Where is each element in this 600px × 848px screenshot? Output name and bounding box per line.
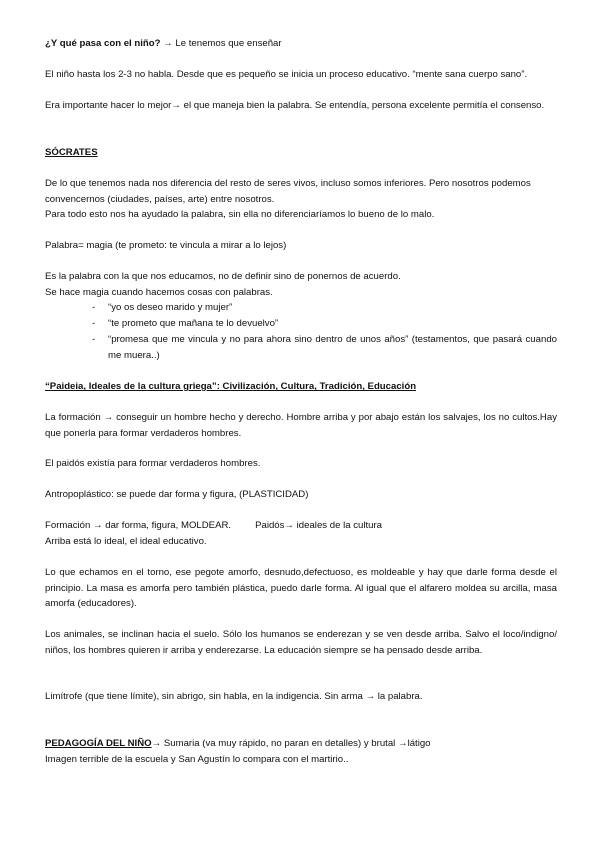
paragraph-living-beings: De lo que tenemos nada nos diferencia del resto de seres vivos, incluso somos inferiores. Pero nosotros podemos convencernos (ciudades, países, arte) entre nosotros. (45, 178, 531, 205)
heading-pedagogia: PEDAGOGÍA DEL NIÑO (45, 738, 152, 749)
paragraph-magic-with-words: Se hace magia cuando hacemos cosas con palabras. (45, 287, 273, 298)
paragraph-formation-mold (45, 518, 557, 534)
paragraph-antropoplastico: Antropoplástico: se puede dar forma y figura, (PLASTICIDAD) (45, 489, 309, 500)
paragraph-pedagogia (45, 736, 557, 752)
list-item (92, 332, 557, 363)
list-dash: - (92, 334, 96, 345)
list-item-text: “promesa que me vincula y no para ahora sino dentro de unos años” (testamentos, que pasará cuando me muera..) (108, 334, 557, 361)
list-item (92, 300, 557, 316)
paragraph-school-image: Imagen terrible de la escuela y San Agustín lo compara con el martirio.. (45, 754, 349, 765)
paragraph-formation: La formación → conseguir un hombre hecho y derecho. Hombre arriba y por abajo están los salvajes, los no cultos.Hay que ponerla para formar verdaderos hombres. (45, 412, 557, 439)
heading-paideia: “Paideia, Ideales de la cultura griega”: Civilización, Cultura, Tradición, Educación (45, 381, 417, 392)
question-bold: ¿Y qué pasa con el niño? (45, 38, 161, 49)
paragraph-potter: Lo que echamos en el torno, ese pegote amorfo, desnudo,defectuoso, es moldeable y hay que darle forma desde el principio. La masa es amorfa pero también plástica, puedo darle forma. Al igual que el alfarero moldea su arcilla, masa amorfa (educadores). (45, 567, 557, 609)
paragraph-paidos: El paidós existía para formar verdaderos hombres. (45, 458, 261, 469)
paragraph-word-mastery: Era importante hacer lo mejor→ el que maneja bien la palabra. Se entendía, persona excelente permitía el consenso. (45, 100, 545, 111)
question-line (45, 36, 557, 52)
paragraph-ideal: Arriba está lo ideal, el ideal educativo. (45, 536, 207, 547)
question-answer: → Le tenemos que enseñar (160, 38, 282, 49)
paragraph-educate-with-word: Es la palabra con la que nos educamos, no de definir sino de ponernos de acuerdo. (45, 271, 401, 282)
list-dash: - (92, 302, 96, 313)
paragraph-word-magic: Palabra= magia (te prometo: te vincula a mirar a lo lejos) (45, 240, 287, 251)
list-item-text: “te prometo que mañana te lo devuelvo” (108, 318, 279, 329)
formation-text: Formación → dar forma, figura, MOLDEAR. (45, 520, 232, 531)
paragraph-limitrofe: Limítrofe (que tiene límite), sin abrigo, sin habla, en la indigencia. Sin arma → la palabra. (45, 691, 423, 702)
list-item-text: “yo os deseo marido y mujer” (108, 302, 233, 313)
pedagogia-text: → Sumaria (va muy rápido, no paran en detalles) y brutal →látigo (151, 738, 431, 749)
paragraph-animals: Los animales, se inclinan hacia el suelo. Sólo los humanos se enderezan y se ven desde arriba. Salvo el loco/indigno/ niños, los hombres quieren ir arriba y enderezarse. La educación siempre se ha pensado desde arriba. (45, 629, 557, 656)
paragraph-word-helped: Para todo esto nos ha ayudado la palabra, sin ella no diferenciaríamos lo bueno de lo malo. (45, 209, 435, 220)
heading-socrates: SÓCRATES (45, 147, 98, 158)
paragraph-child-speech: El niño hasta los 2-3 no habla. Desde que es pequeño se inicia un proceso educativo. “mente sana cuerpo sano”. (45, 69, 528, 80)
list-item (92, 316, 557, 332)
paidos-text: Paidós→ ideales de la cultura (255, 520, 383, 531)
list-dash: - (92, 318, 96, 329)
